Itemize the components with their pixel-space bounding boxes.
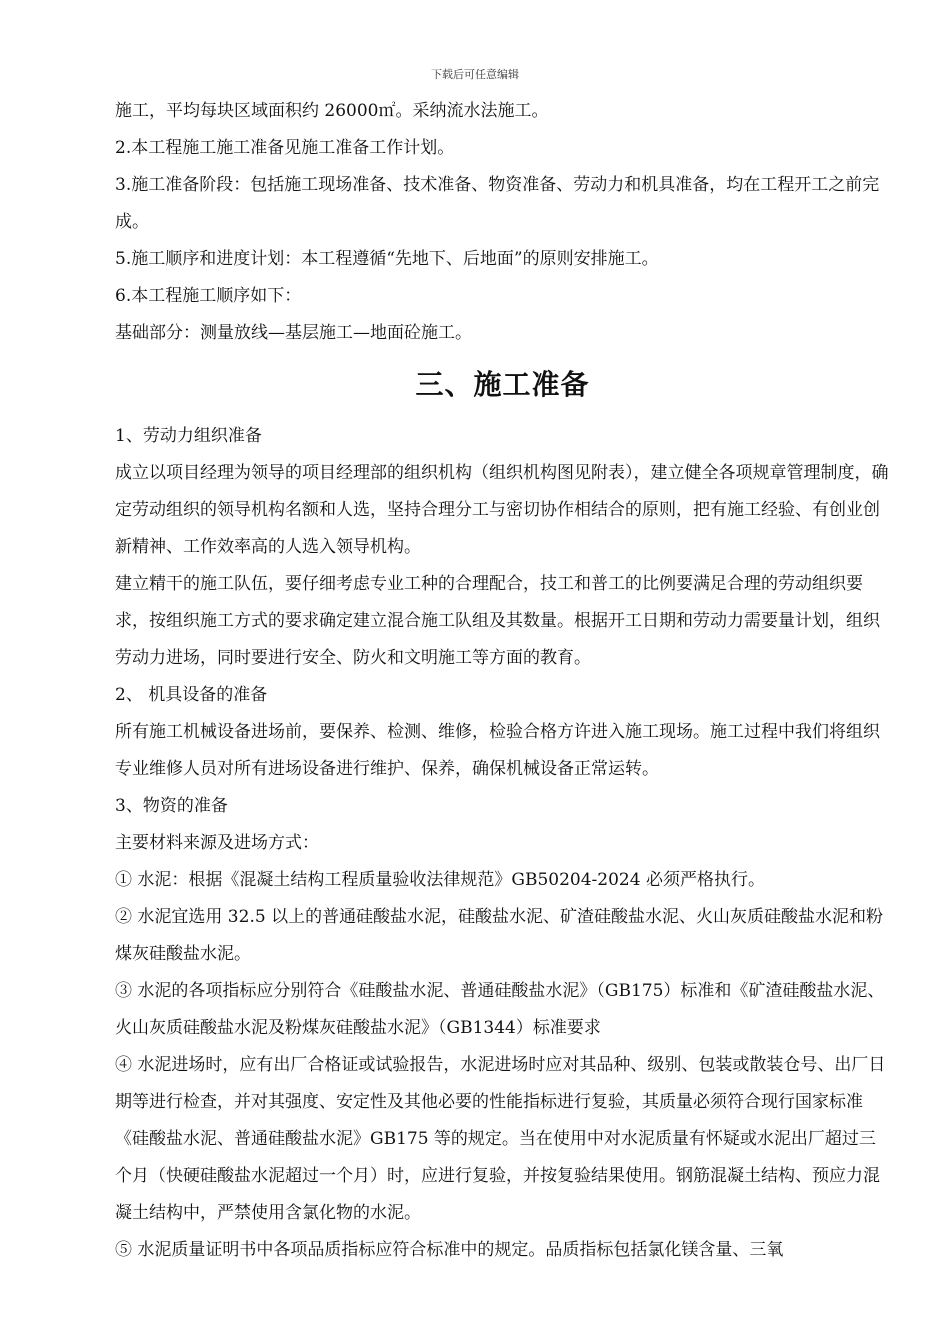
subsection-heading-machinery: 2、 机具设备的准备 <box>115 685 268 705</box>
list-item: ③ 水泥的各项指标应分别符合《硅酸盐水泥、普通硅酸盐水泥》（GB175）标准和《矿渣硅酸盐水泥、火山灰质硅酸盐水泥及粉煤灰硅酸盐水泥》（GB1344）标准要求 <box>115 981 885 1038</box>
text-line: 2.本工程施工施工准备见施工准备工作计划。 <box>115 138 455 158</box>
paragraph-labor-1: 成立以项目经理为领导的项目经理部的组织机构（组织机构图见附表），建立健全各项规章管理制度，确定劳动组织的领导机构名额和人选，坚持合理分工与密切协作相结合的原则，把有施工经验、有创业创新精神、工作效率高的人选入领导机构。 <box>115 463 889 557</box>
list-item: ④ 水泥进场时，应有出厂合格证或试验报告，水泥进场时应对其品种、级别、包装或散装仓号、出厂日期等进行检查，并对其强度、安定性及其他必要的性能指标进行复验，其质量必须符合现行国家标准《硅酸盐水泥、普通硅酸盐水泥》GB175 等的规定。当在使用中对水泥质量有怀疑或水泥出厂超过三个月（快硬硅酸盐水泥超过一个月）时，应进行复验，并按复验结果使用。钢筋混凝土结构、预应力混凝土结构中，严禁使用含氯化物的水泥。 <box>115 1055 886 1223</box>
text-line: 基础部分：测量放线—基层施工—地面砼施工。 <box>115 323 472 343</box>
list-item: ⑤ 水泥质量证明书中各项品质指标应符合标准中的规定。品质指标包括氯化镁含量、三氧 <box>115 1240 784 1260</box>
text-line: 3.施工准备阶段：包括施工现场准备、技术准备、物资准备、劳动力和机具准备，均在工程开工之前完成。 <box>115 175 880 232</box>
text-line: 6.本工程施工顺序如下： <box>115 286 302 306</box>
subsection-heading-materials: 3、物资的准备 <box>115 796 228 816</box>
subsection-heading-labor: 1、劳动力组织准备 <box>115 426 262 446</box>
paragraph-labor-2: 建立精干的施工队伍，要仔细考虑专业工种的合理配合，技工和普工的比例要满足合理的劳动组织要求，按组织施工方式的要求确定建立混合施工队组及其数量。根据开工日期和劳动力需要量计划，组织劳动力进场，同时要进行安全、防火和文明施工等方面的教育。 <box>115 574 880 668</box>
text-line: 5.施工顺序和进度计划：本工程遵循“先地下、后地面”的原则安排施工。 <box>115 249 659 269</box>
document-body <box>115 93 890 1269</box>
list-item: ② 水泥宜选用 32.5 以上的普通硅酸盐水泥，硅酸盐水泥、矿渣硅酸盐水泥、火山灰质硅酸盐水泥和粉煤灰硅酸盐水泥。 <box>115 907 884 964</box>
text-line: 施工，平均每块区域面积约 26000㎡。采纳流水法施工。 <box>115 101 549 121</box>
section-title: 三、施工准备 <box>415 368 590 401</box>
page-header-note: 下载后可任意编辑 <box>431 68 519 81</box>
paragraph-machinery: 所有施工机械设备进场前，要保养、检测、维修，检验合格方许进入施工现场。施工过程中我们将组织专业维修人员对所有进场设备进行维护、保养，确保机械设备正常运转。 <box>115 722 880 779</box>
paragraph-materials-intro: 主要材料来源及进场方式： <box>115 833 319 853</box>
list-item: ① 水泥：根据《混凝土结构工程质量验收法律规范》GB50204-2024 必须严格执行。 <box>115 870 765 890</box>
